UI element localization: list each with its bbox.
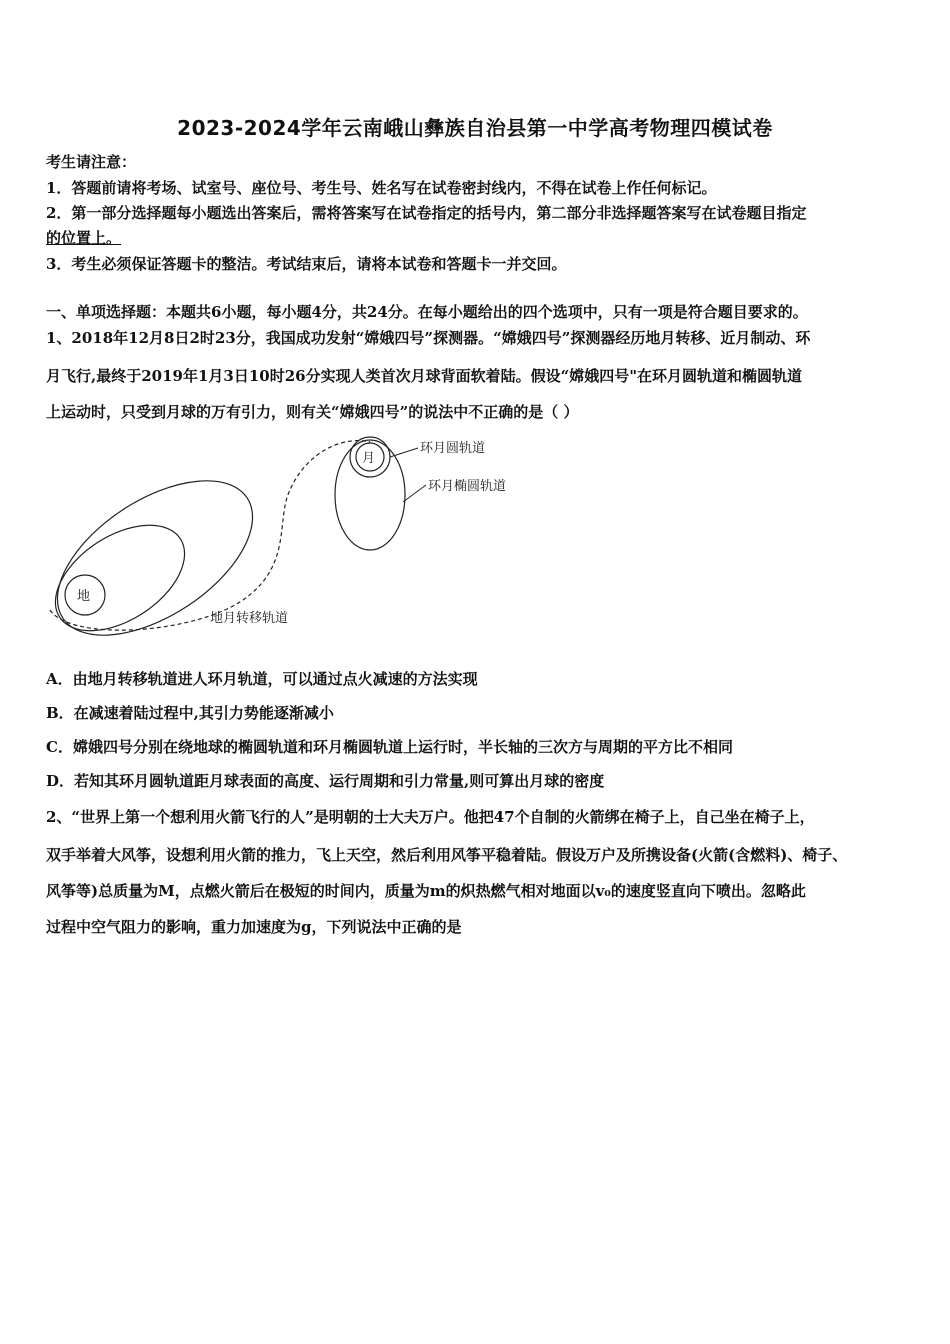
q1-option-a: A．由地月转移轨道进人环月轨道，可以通过点火减速的方法实现 — [46, 670, 478, 688]
notice-item-3: 3．考生必须保证答题卡的整洁。考试结束后，请将本试卷和答题卡一并交回。 — [46, 255, 567, 273]
q1-option-c: C．嫦娥四号分别在绕地球的椭圆轨道和环月椭圆轨道上运行时，半长轴的三次方与周期的平方比不相同 — [46, 738, 733, 756]
notice-item-2: 2．第一部分选择题每小题选出答案后，需将答案写在试卷指定的括号内，第二部分非选择题答案写在试卷题目指定 — [46, 204, 807, 222]
orbit-diagram — [40, 430, 540, 640]
page-title: 2023-2024学年云南峨山彝族自治县第一中学高考物理四模试卷 — [177, 116, 773, 140]
label-transfer-orbit: 地月转移轨道 — [210, 611, 289, 626]
q1-option-d: D．若知其环月圆轨道距月球表面的高度、运行周期和引力常量,则可算出月球的密度 — [46, 772, 605, 790]
notice-heading: 考生请注意： — [46, 153, 137, 171]
q2-line-3: 风筝等)总质量为M，点燃火箭后在极短的时间内，质量为m的炽热燃气相对地面以v₀的速度竖直向下喷出。忽略此 — [46, 882, 806, 900]
transfer-orbit — [50, 441, 370, 631]
q2-line-2: 双手举着大风筝，设想利用火箭的推力，飞上天空，然后利用风筝平稳着陆。假设万户及所携设备(火箭(含燃料)、椅子、 — [46, 846, 848, 864]
q2-line-4: 过程中空气阻力的影响，重力加速度为g，下列说法中正确的是 — [46, 918, 462, 936]
q1-line-3: 上运动时，只受到月球的万有引力，则有关“嫦娥四号”的说法中不正确的是（ ） — [46, 403, 579, 421]
q1-option-b: B．在减速着陆过程中,其引力势能逐渐减小 — [46, 704, 334, 722]
notice-item-1: 1．答题前请将考场、试室号、座位号、考生号、姓名写在试卷密封线内，不得在试卷上作任何标记。 — [46, 179, 717, 197]
leader-ellipse — [403, 485, 426, 502]
leader-circle — [390, 448, 418, 457]
section-1-heading: 一、单项选择题：本题共6小题，每小题4分，共24分。在每小题给出的四个选项中，只有一项是符合题目要求的。 — [46, 303, 808, 321]
label-elliptical-orbit: 环月椭圆轨道 — [428, 479, 507, 494]
moon-label: 月 — [362, 451, 376, 466]
earth-label: 地 — [77, 589, 91, 604]
orbit-diagram-svg — [40, 430, 540, 640]
label-circular-orbit: 环月圆轨道 — [420, 441, 486, 456]
notice-item-2-cont: 的位置上。 — [46, 229, 122, 247]
q1-line-2: 月飞行,最终于2019年1月3日10时26分实现人类首次月球背面软着陆。假设“嫦娥四号"在环月圆轨道和椭圆轨道 — [46, 367, 803, 385]
q2-line-1: 2、“世界上第一个想利用火箭飞行的人”是明朝的士大夫万户。他把47个自制的火箭绑在椅子上，自己坐在椅子上， — [46, 808, 815, 826]
q1-line-1: 1、2018年12月8日2时23分，我国成功发射“嫦娥四号”探测器。“嫦娥四号”探测器经历地月转移、近月制动、环 — [46, 329, 811, 347]
